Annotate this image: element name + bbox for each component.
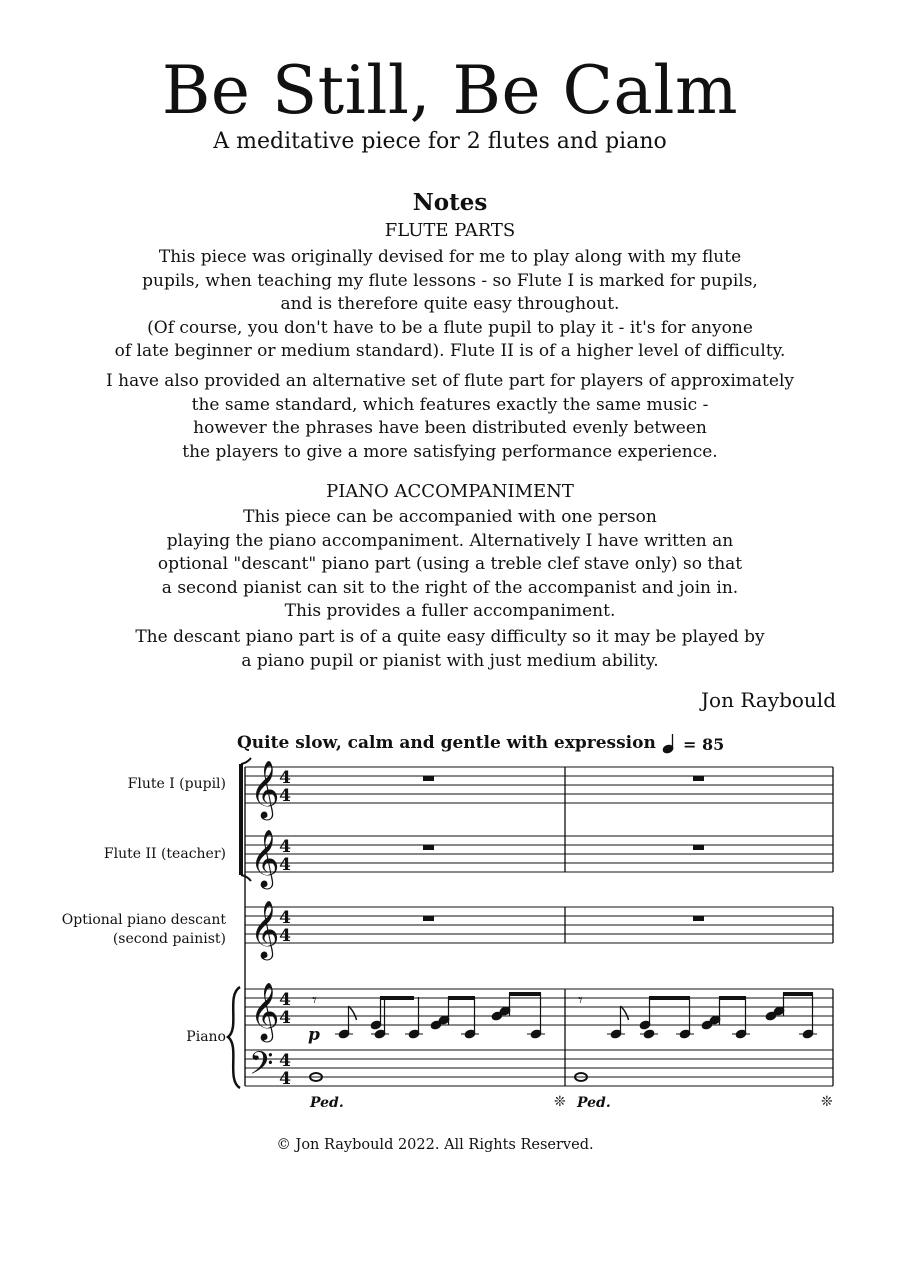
- time-signature: 4: [279, 926, 291, 946]
- whole-rest: [693, 916, 704, 921]
- measure-barlines: [565, 767, 833, 1086]
- text-line: I have also provided an alternative set of flute part for players of approximately: [106, 371, 794, 391]
- note-head: [643, 1029, 655, 1039]
- piano-treble-measure-2: [578, 990, 817, 1039]
- time-signature: 4: [279, 1069, 291, 1089]
- copyright-notice: © Jon Raybould 2022. All Rights Reserved.: [276, 1137, 594, 1153]
- text-line: a second pianist can sit to the right of the accompanist and join in.: [161, 577, 739, 598]
- time-signature: 4: [279, 1051, 291, 1071]
- whole-rest: [693, 776, 704, 781]
- time-signature: 4: [279, 1008, 291, 1028]
- instrument-label-descant: Optional piano descant: [61, 912, 226, 928]
- text-line: This piece was originally devised for me to play along with my flute: [158, 247, 742, 267]
- text-line: a piano pupil or pianist with just medium ability.: [241, 650, 659, 671]
- author-name: Jon Raybould: [701, 688, 836, 712]
- piano-treble-measure-1: [312, 990, 545, 1039]
- whole-rest: [423, 916, 434, 921]
- beam: [509, 992, 541, 996]
- note-flag: [349, 1006, 357, 1020]
- time-signature: 4: [279, 786, 291, 806]
- text-line: playing the piano accompaniment. Alternatively I have written an: [166, 530, 734, 551]
- treble-clef-icon: 𝄞: [250, 760, 280, 818]
- treble-clef-icon: 𝄞: [250, 982, 280, 1040]
- pedal-down-mark: Ped.: [577, 1095, 611, 1111]
- text-line: however the phrases have been distributed evenly between: [193, 418, 707, 438]
- piano-accompaniment-heading: PIANO ACCOMPANIMENT: [326, 481, 574, 502]
- treble-clef-icon: 𝄞: [250, 829, 280, 887]
- whole-rest: [423, 776, 434, 781]
- time-signature: 4: [279, 837, 291, 857]
- eighth-rest-icon: 𝄾: [578, 990, 583, 1011]
- text-line: optional "descant" piano part (using a treble clef stave only) so that: [157, 554, 743, 574]
- whole-rest: [423, 845, 434, 850]
- time-signatures: [279, 768, 291, 1089]
- time-signature: 4: [279, 990, 291, 1010]
- text-line: This piece can be accompanied with one person: [243, 507, 657, 527]
- time-signature: 4: [279, 855, 291, 875]
- instrument-label-flute2: Flute II (teacher): [103, 846, 226, 862]
- text-line: (Of course, you don't have to be a flute pupil to play it - it's for anyone: [147, 317, 753, 338]
- text-line: The descant piano part is of a quite easy difficulty so it may be played by: [135, 627, 765, 647]
- quarter-note-icon: [662, 734, 674, 754]
- dynamic-marking: p: [308, 1025, 320, 1045]
- treble-clef-icon: 𝄞: [250, 900, 280, 958]
- pedal-down-mark: Ped.: [310, 1095, 344, 1111]
- text-line: and is therefore quite easy throughout.: [280, 294, 620, 314]
- note-flag: [621, 1006, 629, 1020]
- tempo-value: = 85: [683, 735, 725, 754]
- notes-heading: Notes: [412, 189, 488, 216]
- whole-rest: [693, 845, 704, 850]
- text-line: of late beginner or medium standard). Flute II is of a higher level of difficulty.: [114, 341, 786, 361]
- time-signature: 4: [279, 908, 291, 928]
- instrument-label-piano: Piano: [186, 1029, 226, 1045]
- text-line: the same standard, which features exactly the same music -: [191, 394, 709, 415]
- piano-brace: [228, 987, 240, 1088]
- text-line: pupils, when teaching my flute lessons - so Flute I is marked for pupils,: [142, 270, 758, 291]
- page-subtitle: A meditative piece for 2 flutes and piano: [213, 129, 667, 154]
- tempo-marking: Quite slow, calm and gentle with expression: [237, 733, 656, 753]
- whole-rests: [423, 776, 704, 921]
- bass-clef-icon: 𝄢: [249, 1045, 274, 1089]
- beam: [719, 996, 746, 1000]
- beam: [380, 996, 414, 1000]
- time-signature: 4: [279, 768, 291, 788]
- page-title: Be Still, Be Calm: [161, 52, 739, 129]
- beam: [448, 996, 475, 1000]
- staff-lines: [245, 767, 833, 1086]
- flute-parts-heading: FLUTE PARTS: [384, 220, 516, 241]
- text-line: the players to give a more satisfying performance experience.: [182, 441, 718, 462]
- instrument-label-descant-sub: (second painist): [112, 931, 226, 947]
- beam: [783, 992, 813, 996]
- beam: [649, 996, 690, 1000]
- eighth-rest-icon: 𝄾: [312, 990, 317, 1011]
- pedal-release-icon: ❊: [554, 1094, 566, 1110]
- pedal-release-icon: ❊: [821, 1094, 833, 1110]
- text-line: This provides a fuller accompaniment.: [284, 601, 616, 621]
- instrument-label-flute1: Flute I (pupil): [127, 776, 226, 792]
